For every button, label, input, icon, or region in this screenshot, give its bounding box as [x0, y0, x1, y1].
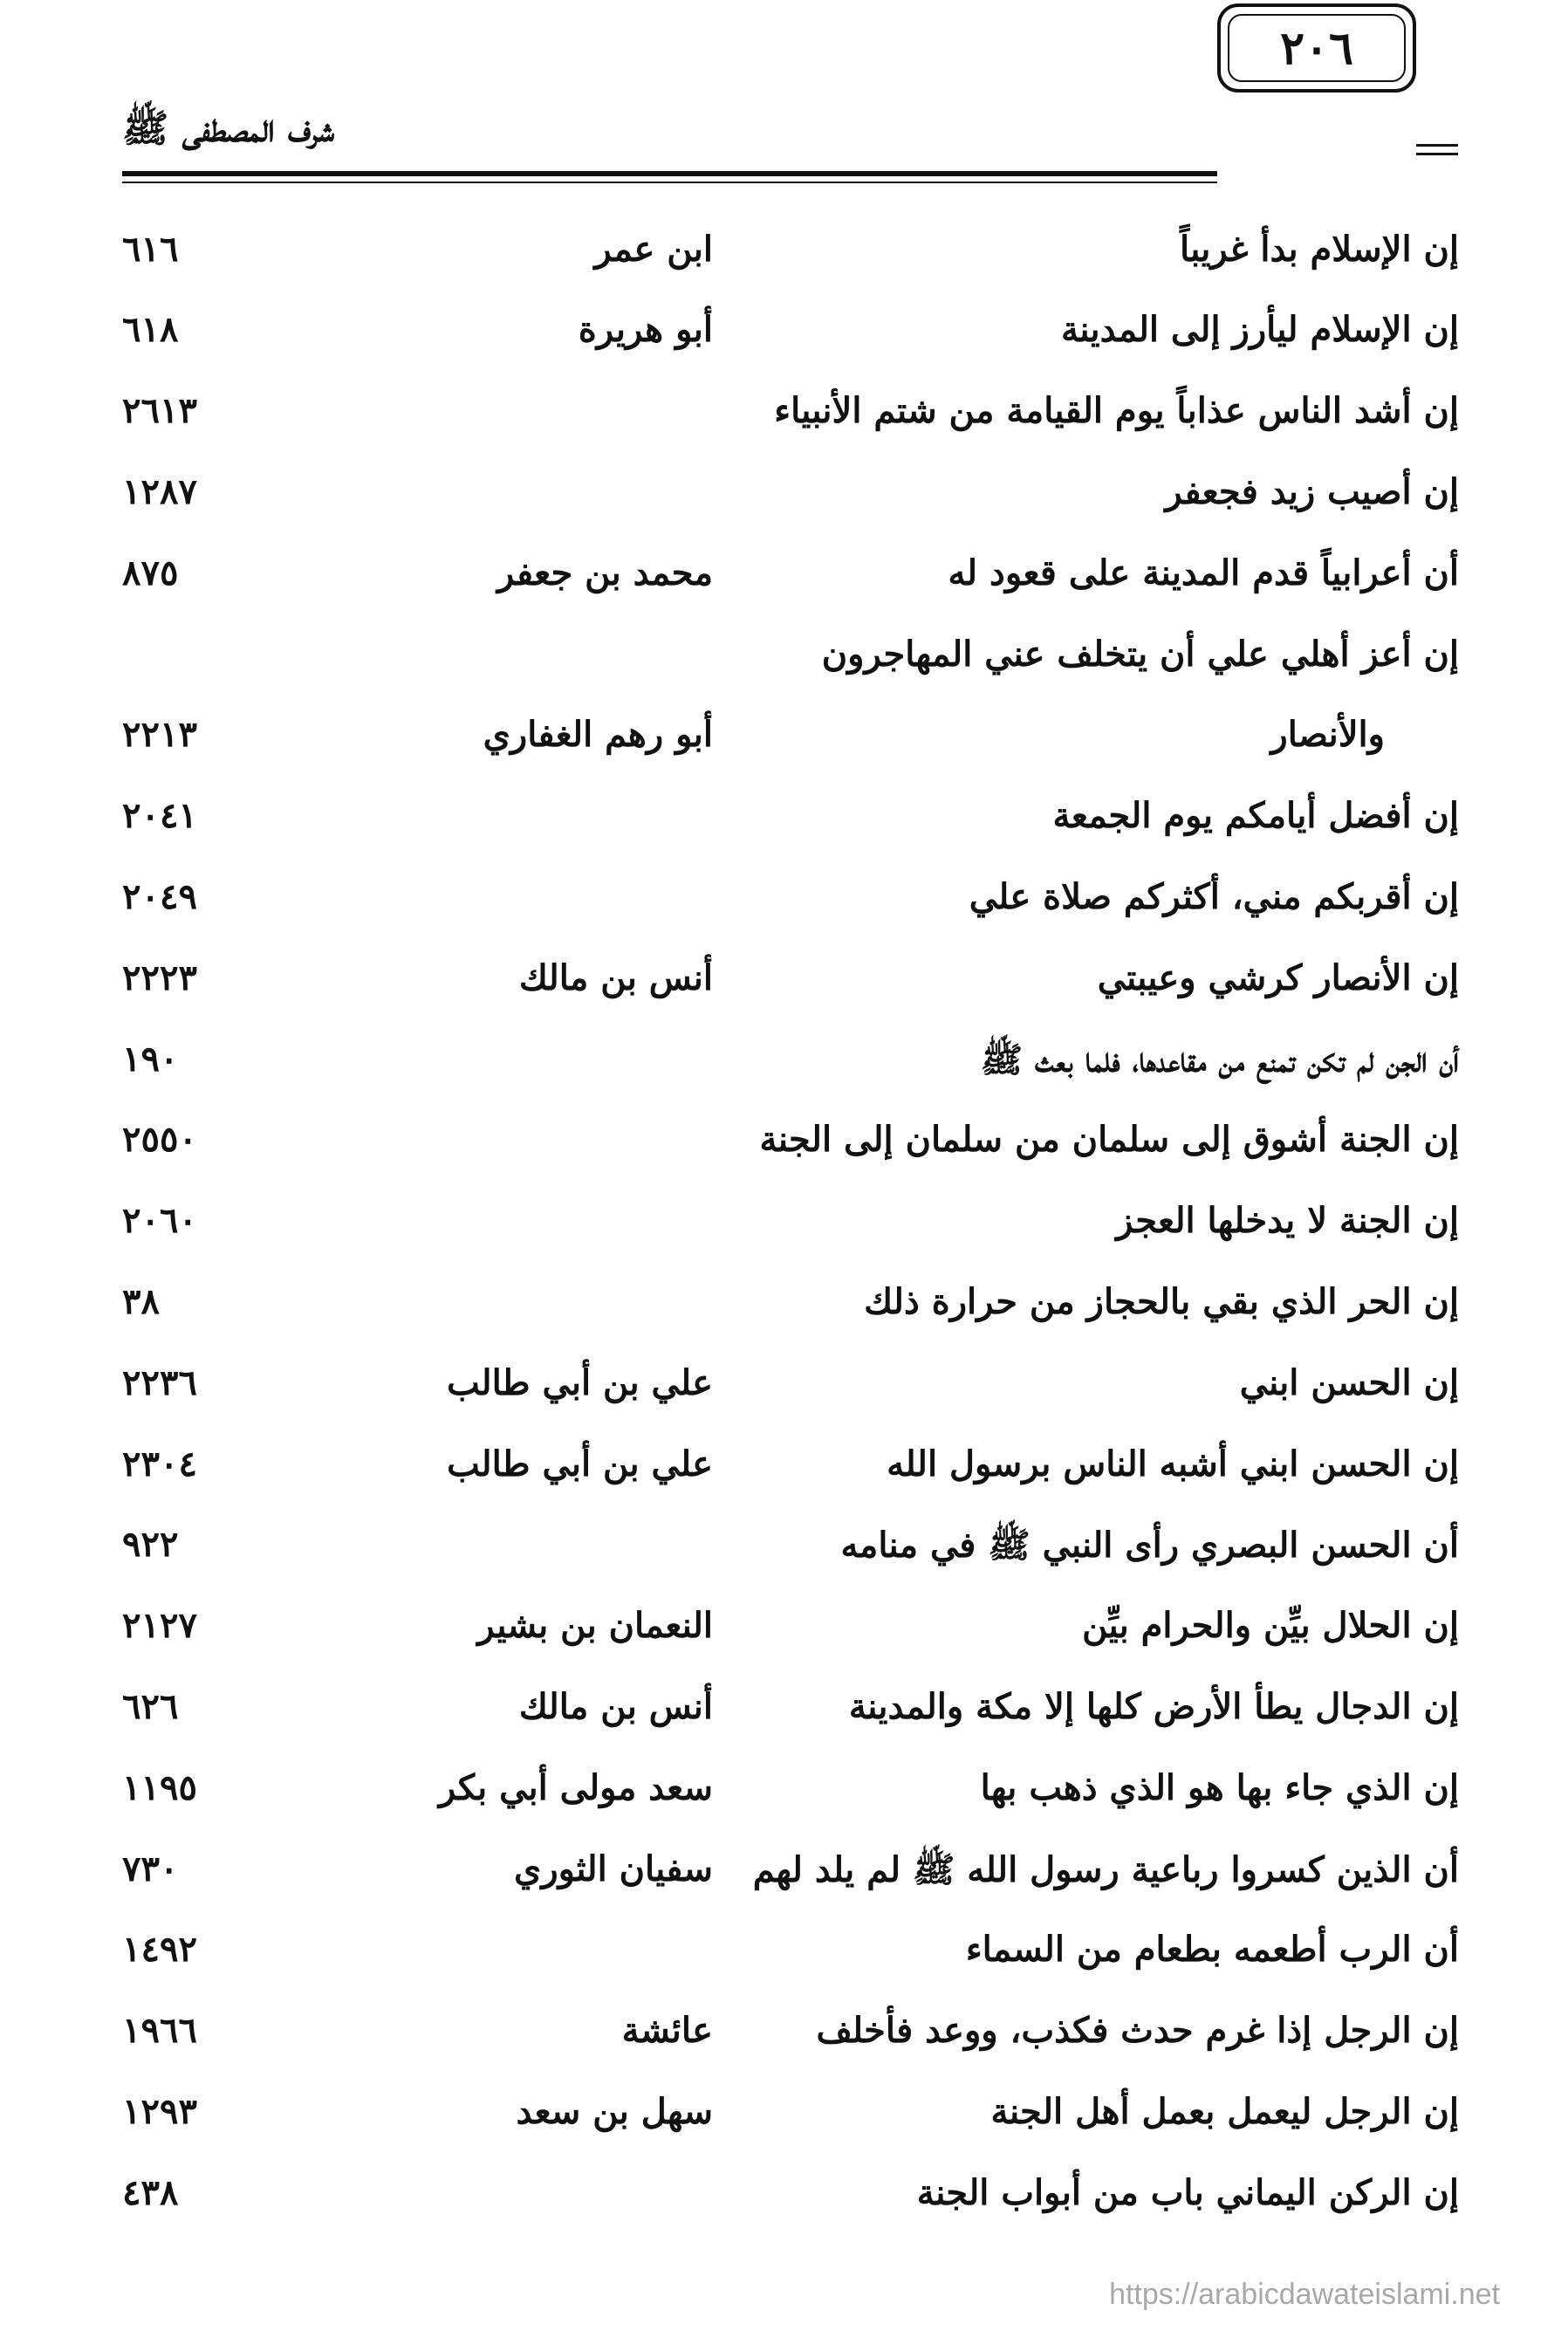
hadith-text: والأنصار — [1270, 714, 1385, 755]
hadith-text: إن الإسلام بدأ غريباً — [1180, 229, 1459, 270]
index-row — [0, 1587, 1568, 1668]
hadith-number: ٩٢٢ — [122, 1524, 179, 1565]
hadith-number: ٢٢٣٦ — [122, 1362, 197, 1403]
hadith-text: إن الإسلام ليأرز إلى المدينة — [1060, 309, 1459, 350]
hadith-text: إن الجنة لا يدخلها العجز — [1116, 1200, 1459, 1241]
hadith-text: أن الجن لم تكن تمنع من مقاعدها، فلما بعث ﷺ — [980, 1039, 1459, 1080]
hadith-number: ٧٣٠ — [122, 1848, 179, 1889]
hadith-number: ٦١٨ — [122, 309, 179, 350]
hadith-number: ٣٨ — [122, 1281, 160, 1322]
index-row — [0, 1669, 1568, 1749]
narrator: سفيان الثوري — [514, 1848, 713, 1889]
hadith-number: ٤٣٨ — [122, 2172, 179, 2213]
hadith-number: ٢٦١٣ — [122, 390, 197, 431]
index-row — [0, 211, 1568, 291]
hadith-number: ٢٠٤٩ — [122, 876, 197, 917]
index-row — [0, 1345, 1568, 1425]
hadith-text: إن الحسن ابني أشبه الناس برسول الله — [887, 1443, 1459, 1484]
index-row — [0, 778, 1568, 858]
hadith-number: ١٤٩٢ — [122, 1929, 197, 1970]
index-row — [0, 696, 1568, 777]
hadith-number: ٦١٦ — [122, 229, 179, 270]
hadith-text: إن الرجل إذا غرم حدث فكذب، ووعد فأخلف — [816, 2010, 1459, 2051]
narrator: أنس بن مالك — [518, 1686, 713, 1727]
narrator: سهل بن سعد — [516, 2091, 713, 2132]
narrator: عائشة — [621, 2010, 713, 2051]
index-row — [0, 373, 1568, 453]
index-row — [0, 1506, 1568, 1587]
hadith-number: ٢٠٦٠ — [122, 1200, 197, 1241]
hadith-text: إن أعز أهلي علي أن يتخلف عني المهاجرون — [821, 634, 1459, 675]
narrator: أنس بن مالك — [518, 957, 713, 998]
hadith-number: ١٩٦٦ — [122, 2010, 197, 2051]
index-row — [0, 291, 1568, 372]
hadith-number: ١٢٩٣ — [122, 2091, 197, 2132]
index-row — [0, 940, 1568, 1020]
index-row — [0, 1183, 1568, 1263]
index-row — [0, 859, 1568, 939]
book-title: شرف المصطفى ﷺ — [122, 106, 335, 151]
index-row — [0, 1101, 1568, 1182]
hadith-text: إن الرجل ليعمل بعمل أهل الجنة — [990, 2091, 1459, 2132]
hadith-number: ٢٥٥٠ — [122, 1119, 197, 1160]
index-row — [0, 1911, 1568, 1992]
hadith-text: إن الحر الذي بقي بالحجاز من حرارة ذلك — [864, 1281, 1459, 1322]
hadith-text: إن أقربكم مني، أكثركم صلاة علي — [969, 876, 1459, 917]
hadith-number: ١١٩٥ — [122, 1767, 197, 1808]
narrator: ابن عمر — [594, 229, 713, 270]
hadith-number: ٦٢٦ — [122, 1686, 179, 1727]
narrator: محمد بن جعفر — [496, 552, 713, 593]
page-number: ٢٠٦ — [1228, 14, 1406, 82]
index-row — [0, 1750, 1568, 1830]
hadith-number: ٨٧٥ — [122, 552, 179, 593]
index-row — [0, 454, 1568, 534]
hadith-text: إن الأنصار كرشي وعيبتي — [1097, 957, 1459, 998]
hadith-text: إن الدجال يطأ الأرض كلها إلا مكة والمدينة — [848, 1686, 1459, 1727]
index-row — [0, 1426, 1568, 1506]
hadith-number: ٢٢٢٣ — [122, 957, 197, 998]
index-row — [0, 1992, 1568, 2073]
hadith-text: أن الحسن البصري رأى النبي ﷺ في منامه — [840, 1525, 1459, 1566]
hadith-text: إن أشد الناس عذاباً يوم القيامة من شتم الأنبياء — [774, 390, 1459, 431]
index-row — [0, 1264, 1568, 1344]
index-row — [0, 616, 1568, 696]
index-row — [0, 535, 1568, 615]
watermark-url: https://arabicdawateislami.net — [1109, 2278, 1500, 2311]
hadith-text: إن أفضل أيامكم يوم الجمعة — [1052, 795, 1459, 836]
hadith-number: ٢٣٠٤ — [122, 1443, 197, 1484]
narrator: النعمان بن بشير — [477, 1605, 713, 1646]
index-row — [0, 2155, 1568, 2235]
hadith-text: إن الحلال بيِّن والحرام بيِّن — [1082, 1605, 1459, 1646]
hadith-number: ١٩٠ — [122, 1039, 179, 1080]
hadith-number: ٢١٢٧ — [122, 1605, 197, 1646]
hadith-text: أن أعرابياً قدم المدينة على قعود له — [948, 552, 1459, 593]
narrator: أبو هريرة — [578, 309, 713, 350]
hadith-text: أن الرب أطعمه بطعام من السماء — [965, 1929, 1459, 1970]
hadith-text: إن الركن اليماني باب من أبواب الجنة — [916, 2172, 1459, 2213]
index-row — [0, 1831, 1568, 1911]
hadith-text: إن الجنة أشوق إلى سلمان من سلمان إلى الجنة — [759, 1119, 1459, 1160]
hadith-text: إن الذي جاء بها هو الذي ذهب بها — [980, 1767, 1459, 1808]
narrator: أبو رهم الغفاري — [483, 714, 713, 755]
index-row — [0, 1021, 1568, 1101]
hadith-text: أن الذين كسروا رباعية رسول الله ﷺ لم يلد لهم — [752, 1849, 1459, 1890]
hadith-number: ٢٠٤١ — [122, 795, 197, 836]
index-row — [0, 2074, 1568, 2154]
hadith-number: ٢٢١٣ — [122, 714, 197, 755]
hadith-text: إن أصيب زيد فجعفر — [1165, 471, 1459, 512]
narrator: سعد مولى أبي بكر — [438, 1767, 713, 1808]
narrator: علي بن أبي طالب — [447, 1362, 713, 1403]
hadith-number: ١٢٨٧ — [122, 471, 197, 512]
hadith-text: إن الحسن ابني — [1239, 1362, 1459, 1403]
narrator: علي بن أبي طالب — [447, 1443, 713, 1484]
